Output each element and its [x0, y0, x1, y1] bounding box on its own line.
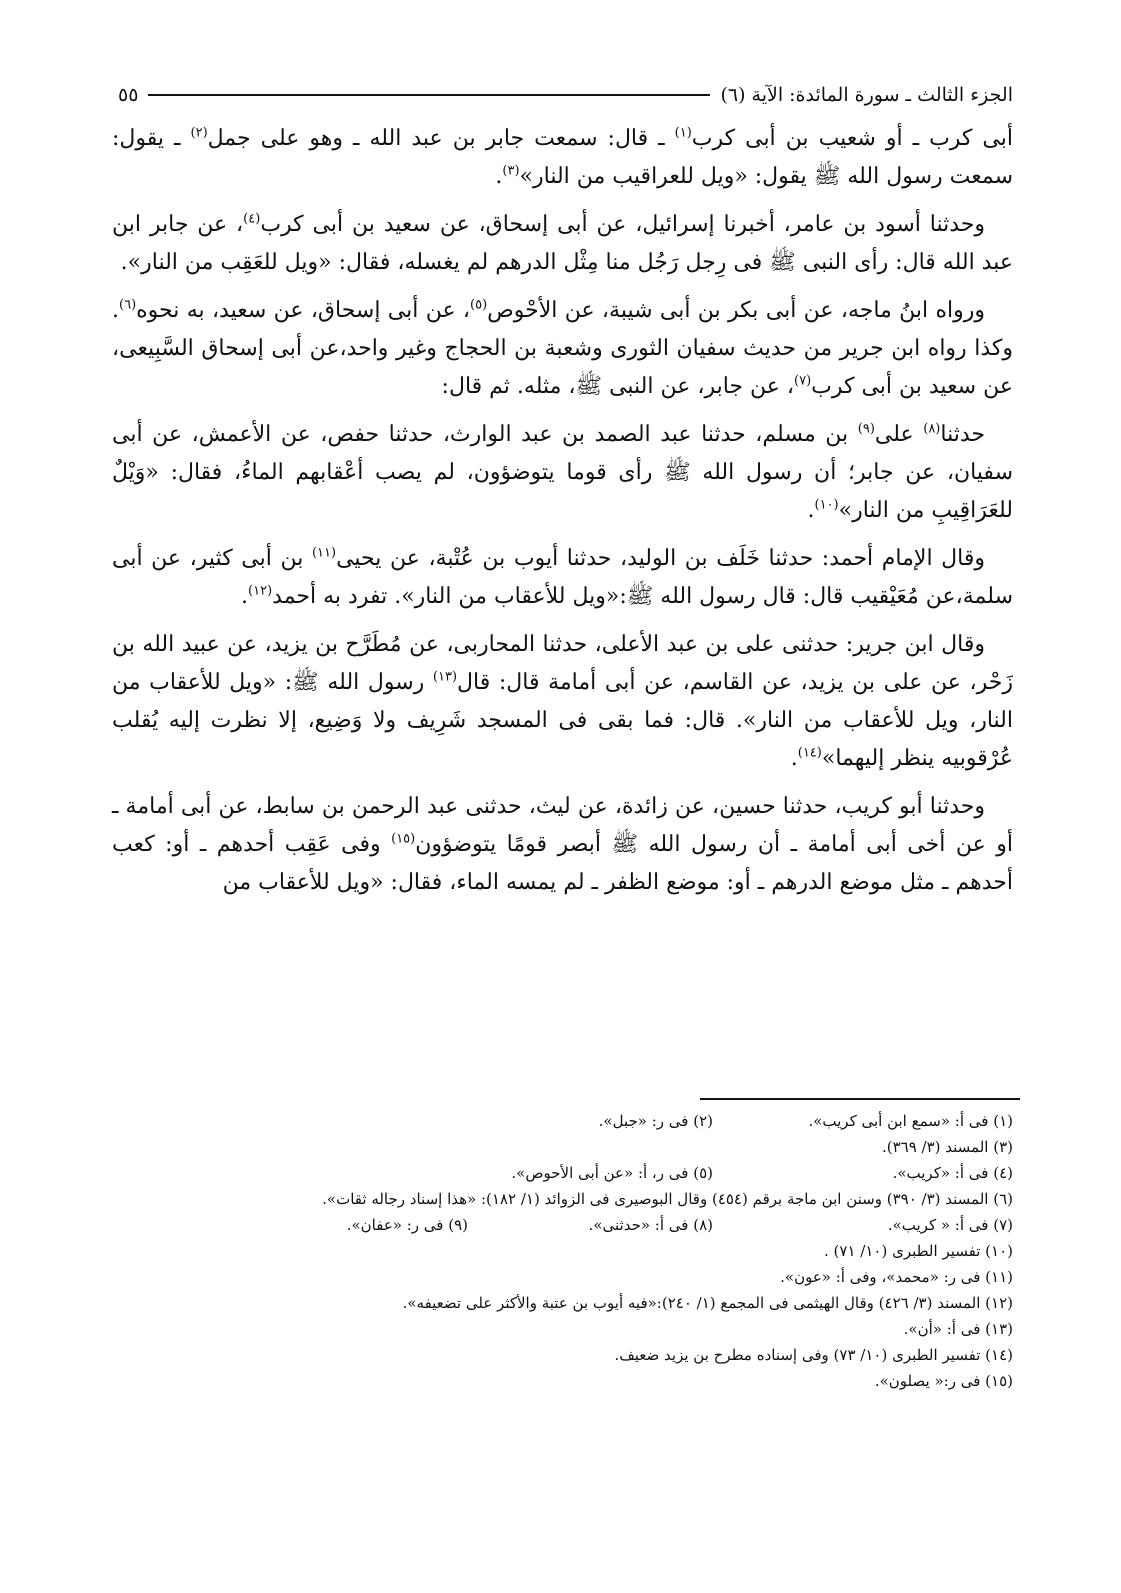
- footnote-marker: (٤): [243, 211, 261, 227]
- text-segment: وحدثنا أسود بن عامر، أخبرنا إسرائيل، عن أبى إسحاق، عن سعيد بن أبى كرب: [260, 212, 985, 237]
- text-segment: ، عن جابر ابن عبد الله قال: رأى النبى ﷺ فى رِجل رَجُل منا مِثْل الدرهم لم يغسله، فقال: «ويل للعَقِب من النار».: [112, 212, 1013, 275]
- footnote-marker: (١٠): [814, 497, 839, 513]
- footnote-row: [150, 1134, 1013, 1160]
- footnote: (٥) فى ر، أ: «عن أبى الأحوص».: [511, 1164, 713, 1182]
- footnote: (٣) المسند (٣/ ٣٦٩).: [881, 1138, 1013, 1156]
- running-head: [118, 78, 1013, 112]
- footnote-marker: (٨): [923, 421, 941, 437]
- footnote: (٩) فى ر: «عفان».: [346, 1216, 468, 1234]
- text-segment: وقال الإمام أحمد: حدثنا خَلَف بن الوليد، حدثنا أيوب بن عُتْبة، عن يحيى: [336, 546, 985, 571]
- text-segment: بن أبى كثير، عن أبى سلمة،عن مُعَيْقيب قال: قال رسول الله ﷺ:«ويل للأعقاب من النار». تفرد به أحمد: [112, 546, 1013, 609]
- text-segment: على: [874, 422, 924, 447]
- footnote: (٦) المسند (٣/ ٣٩٠) وسنن ابن ماجة برقم (٤٥٤) وقال البوصيرى فى الزوائد (١/ ١٨٢): «هذا إسناد رجاله ثقات».: [322, 1190, 1013, 1208]
- running-head-rule: [148, 94, 710, 96]
- text-segment: .: [495, 164, 503, 189]
- footnote-marker: (١٢): [248, 583, 273, 599]
- body-paragraph: [112, 416, 1013, 530]
- footnote-row: [150, 1212, 1013, 1238]
- body-paragraph: [112, 626, 1013, 778]
- text-segment: ، عن جابر، عن النبى ﷺ، مثله. ثم قال:: [441, 374, 794, 399]
- footnotes: [150, 1108, 1013, 1394]
- footnote: (٤) فى أ: «كريب».: [892, 1164, 1013, 1182]
- footnote-row: [150, 1290, 1013, 1316]
- text-segment: .: [790, 746, 798, 771]
- footnote-separator: [700, 1098, 1020, 1100]
- text-segment: . وكذا رواه ابن جرير من حديث سفيان الثورى وشعبة بن الحجاج وغير واحد،عن أبى إسحاق السَّبِيعى، عن سعيد بن أبى كرب: [112, 298, 1014, 399]
- footnote: (١٥) فى ر:« يصلون».: [874, 1372, 1013, 1390]
- running-head-title: الجزء الثالث ـ سورة المائدة: الآية (٦): [720, 84, 1013, 106]
- footnote-marker: (٧): [794, 373, 812, 389]
- footnote: (١٠) تفسير الطبرى (١٠/ ٧١) .: [824, 1242, 1013, 1260]
- footnote: (١١) فى ر: «محمد»، وفى أ: «عون».: [780, 1268, 1013, 1286]
- footnote-marker: (١٤): [797, 745, 822, 761]
- footnote-marker: (٩): [857, 421, 875, 437]
- footnote-row: [150, 1238, 1013, 1264]
- text-segment: .: [807, 498, 815, 523]
- text-segment: وفى عَقِب أحدهم ـ أو: كعب أحدهم ـ مثل موضع الدرهم ـ أو: موضع الظفر ـ لم يمسه الماء، فقال: «ويل للأعقاب من: [112, 832, 1013, 895]
- footnote-marker: (٦): [119, 297, 137, 313]
- footnote: (١٢) المسند (٣/ ٤٢٦) وقال الهيثمى فى المجمع (١/ ٢٤٠):«فيه أيوب بن عتبة والأكثر على تضعيفه».: [402, 1294, 1013, 1312]
- footnote-marker: (٣): [502, 163, 520, 179]
- footnote: (٨) فى أ: «حدثنى».: [588, 1216, 713, 1234]
- footnote-marker: (١): [674, 125, 692, 141]
- body-paragraph: [112, 206, 1013, 282]
- text-segment: ورواه ابنُ ماجه، عن أبى بكر بن أبى شيبة، عن الأحْوص: [487, 298, 985, 323]
- footnote-row: [150, 1368, 1013, 1394]
- footnote-marker: (٥): [470, 297, 488, 313]
- main-text: [112, 120, 1013, 912]
- footnote: (١) فى أ: «سمع ابن أبى كريب».: [808, 1112, 1013, 1130]
- body-paragraph: [112, 788, 1013, 902]
- footnote-marker: (١٥): [391, 831, 416, 847]
- text-segment: حدثنا: [940, 422, 985, 447]
- footnote-row: [150, 1264, 1013, 1290]
- footnote-row: [150, 1342, 1013, 1368]
- text-segment: بن مسلم، حدثنا عبد الصمد بن عبد الوارث، حدثنا حفص، عن الأعمش، عن أبى سفيان، عن جابر؛ أن رسول الله ﷺ رأى قوما يتوضؤون، لم يصب أعْقابهم الماءُ، فقال: «وَيْلٌ للعَرَاقِيبِ من النار»: [112, 422, 1013, 523]
- footnote-marker: (٢): [190, 125, 208, 141]
- footnote-marker: (١٣): [432, 669, 458, 685]
- footnote: (٢) فى ر: «جبل».: [598, 1112, 713, 1130]
- text-segment: رسول الله ﷺ: «ويل للأعقاب من النار، ويل للأعقاب من النار». قال: فما بقى فى المسجد شَرِيف ولا وَضِيع، إلا نظرت إليه يُقلب عُرْقوبيه ينظر إليهما»: [112, 670, 1013, 771]
- footnote-row: [150, 1160, 1013, 1186]
- body-paragraph: [112, 120, 1013, 196]
- footnote: (١٤) تفسير الطبرى (١٠/ ٧٣) وفى إسناده مطرح بن يزيد ضعيف.: [614, 1346, 1013, 1364]
- text-segment: وحدثنا أبو كريب، حدثنا حسين، عن زائدة، عن ليث، حدثنى عبد الرحمن بن سابط، عن أبى أمامة ـ أو عن أخى أبى أمامة ـ أن رسول الله ﷺ أبصر قومًا يتوضؤون: [112, 794, 1013, 857]
- text-segment: .: [241, 584, 249, 609]
- footnote-row: [150, 1186, 1013, 1212]
- footnote: (٧) فى أ: « كريب».: [887, 1216, 1013, 1234]
- footnote: (١٣) فى أ: «أن».: [903, 1320, 1013, 1338]
- text-segment: ـ يقول: سمعت رسول الله ﷺ يقول: «ويل للعراقيب من النار»: [112, 126, 1013, 189]
- text-segment: أبى كرب ـ أو شعيب بن أبى كرب: [691, 126, 1013, 151]
- footnote-row: [150, 1316, 1013, 1342]
- text-segment: ، عن أبى إسحاق، عن سعيد، به نحوه: [136, 298, 471, 323]
- body-paragraph: [112, 540, 1013, 616]
- body-paragraph: [112, 292, 1013, 406]
- footnote-row: [150, 1108, 1013, 1134]
- text-segment: وقال ابن جرير: حدثنى على بن عبد الأعلى، حدثنا المحاربى، عن مُطَرَّح بن يزيد، عن عبيد الله بن زَحْر، عن على بن يزيد، عن القاسم، عن أبى أمامة قال: قال: [112, 632, 1013, 695]
- footnote-marker: (١١): [311, 545, 337, 561]
- page-number: ٥٥: [118, 84, 139, 106]
- text-segment: ـ قال: سمعت جابر بن عبد الله ـ وهو على جمل: [207, 126, 675, 151]
